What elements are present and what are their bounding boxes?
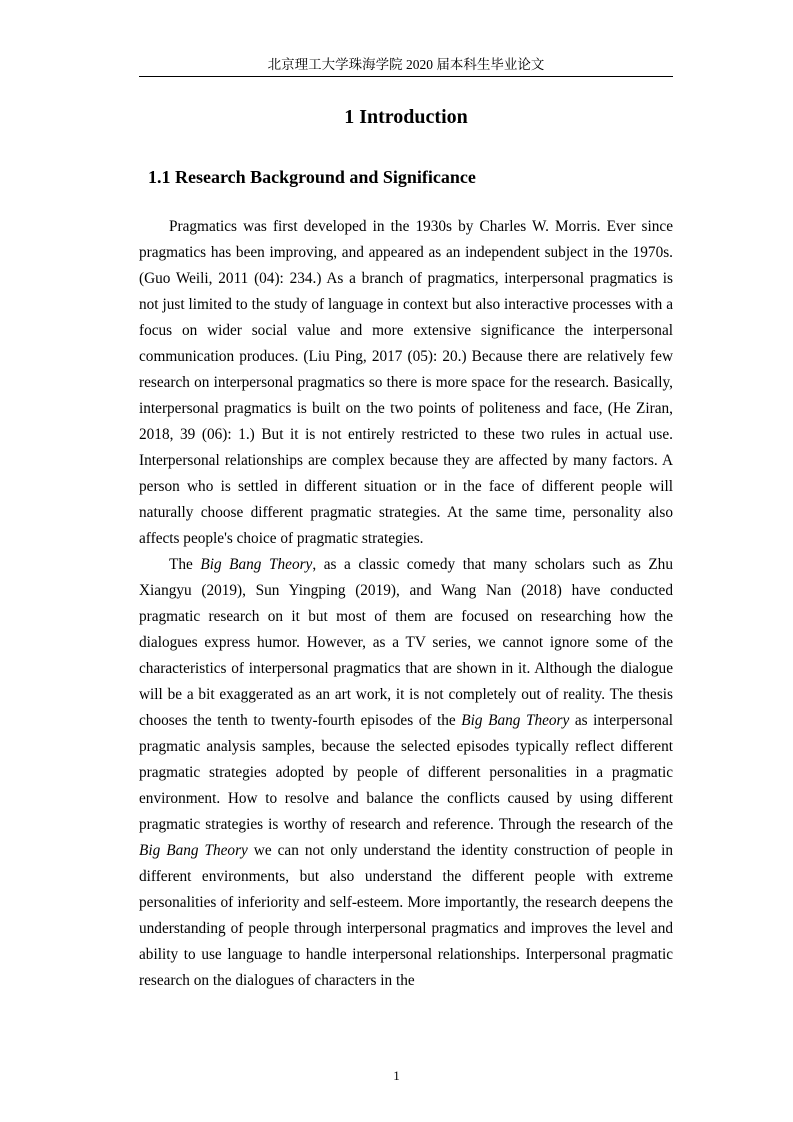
text-run: , as a classic comedy that many scholars such as Zhu Xiangyu (2019), Sun Yingping (2019), and Wang Nan (2018) have conducted pragmatic research on it but most of them are focused on researching how the dialogues express humor. However, as a TV series, we cannot ignore some of the characteristics of interpersonal pragmatics that are shown in it. Although the dialogue will be a bit exaggerated as an art work, it is not completely out of reality. The thesis chooses the tenth to twenty-fourth episodes of the bbox=[139, 556, 673, 729]
chapter-title: 1 Introduction bbox=[344, 106, 468, 128]
header-divider bbox=[139, 76, 673, 77]
page-number: 1 bbox=[393, 1068, 400, 1083]
italic-title: Big Bang Theory bbox=[139, 842, 248, 859]
text-run: The bbox=[169, 556, 201, 573]
text-run: we can not only understand the identity construction of people in different environments, but also understand the different people with extreme personalities of inferiority and self-esteem. More importantly, the research deepens the understanding of people through interpersonal pragmatics and improves the level and ability to use language to handle interpersonal relationships. Interpersonal pragmatic research on the dialogues of characters in the bbox=[139, 842, 673, 989]
paragraph bbox=[139, 552, 673, 994]
italic-title: Big Bang Theory bbox=[200, 556, 313, 573]
italic-title: Big Bang Theory bbox=[461, 712, 570, 729]
paragraph bbox=[139, 214, 673, 552]
text-run: as interpersonal pragmatic analysis samples, because the selected episodes typically reflect different pragmatic strategies adopted by people of different personalities in a pragmatic environment. How to resolve and balance the conflicts caused by using different pragmatic strategies is worthy of research and reference. Through the research of the bbox=[139, 712, 673, 833]
running-header: 北京理工大学珠海学院 2020 届本科生毕业论文 bbox=[267, 57, 545, 72]
section-title: 1.1 Research Background and Significance bbox=[148, 167, 476, 187]
body-text bbox=[139, 214, 673, 994]
text-run: Pragmatics was first developed in the 1930s by Charles W. Morris. Ever since pragmatics has been improving, and appeared as an independent subject in the 1970s. (Guo Weili, 2011 (04): 234.) As a branch of pragmatics, interpersonal pragmatics is not just limited to the study of language in context but also interactive processes with a focus on wider social value and more extensive significance the interpersonal communication produces. (Liu Ping, 2017 (05): 20.) Because there are relatively few research on interpersonal pragmatics so there is more space for the research. Basically, interpersonal pragmatics is built on the two points of politeness and face, (He Ziran, 2018, 39 (06): 1.) But it is not entirely restricted to these two rules in actual use. Interpersonal relationships are complex because they are affected by many factors. A person who is settled in different situation or in the face of different people will naturally choose different pragmatic strategies. At the same time, personality also affects people's choice of pragmatic strategies. bbox=[139, 218, 673, 547]
